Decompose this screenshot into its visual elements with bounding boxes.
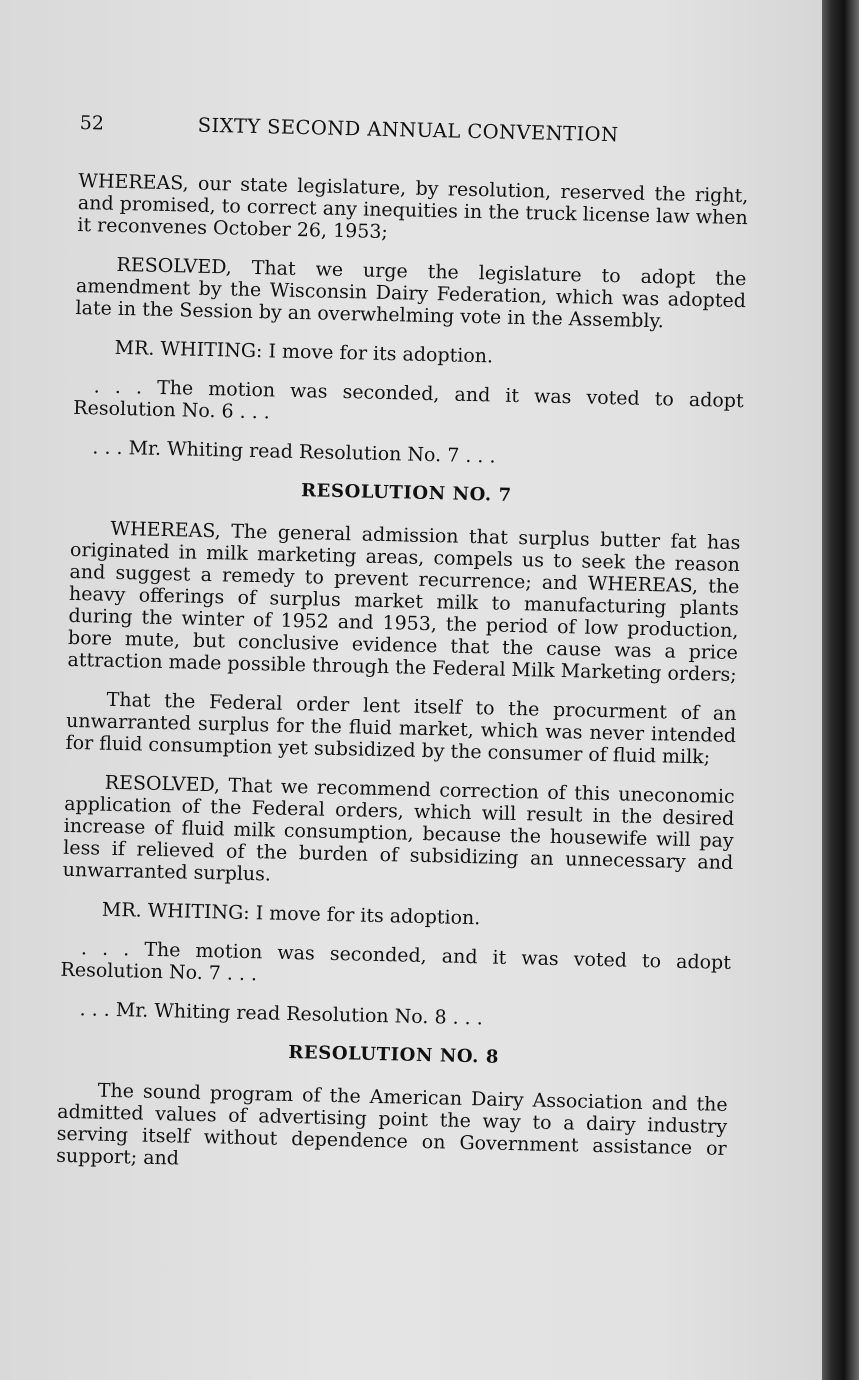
paragraph-resolved-correction: RESOLVED, That we recommend correction of this uneconomic application of the Federal orders, which will result in the desired increase of fluid milk consumption, because the housewife will pay less if relieved of the burden of subsidizing an unnecessary and unwarranted surplus. — [62, 771, 735, 886]
running-title: SIXTY SECOND ANNUAL CONVENTION — [197, 113, 619, 147]
paragraph-read-resolution-8: . . . Mr. Whiting read Resolution No. 8 . . . — [79, 998, 484, 1030]
paragraph-whereas-surplus: WHEREAS, The general admission that surplus butter fat has originated in milk marketing areas, compels us to seek the reason and suggest a remedy to prevent recurrence; and WHEREAS, the heavy offerings of surplus market milk to manufacturing plants during the winter of 1952 and 1953, the period of low production, bore mute, but conclusive evidence that the cause was a price attraction made possible through the Federal Milk Marketing orders; — [67, 517, 741, 687]
heading-resolution-7: RESOLUTION NO. 7 — [300, 480, 512, 506]
page-header — [80, 112, 750, 149]
page-content — [56, 112, 750, 1199]
paragraph-resolved-amendment: RESOLVED, That we urge the legislature to adopt the amendment by the Wisconsin Dairy Federation, which was adopted late in the Session by an overwhelming vote in the Assembly. — [75, 253, 747, 333]
paragraph-dairy-association: The sound program of the American Dairy Association and the admitted values of advertising point the way to a dairy industry serving itself without dependence on Government assistance or support; and — [56, 1079, 728, 1170]
paragraph-motion-adoption-2: MR. WHITING: I move for its adoption. — [101, 898, 481, 930]
paragraph-vote-resolution-6: . . . The motion was seconded, and it was voted to adopt Resolution No. 6 . . . — [73, 375, 744, 424]
paragraph-federal-order: That the Federal order lent itself to the procurment of an unwarranted surplus for the fluid market, which was never intended for fluid consumption yet subsidized by the consumer of fluid milk; — [65, 688, 737, 769]
paragraph-read-resolution-7: . . . Mr. Whiting read Resolution No. 7 . . . — [92, 436, 496, 468]
paragraph-motion-adoption: MR. WHITING: I move for its adoption. — [114, 336, 494, 368]
paragraph-whereas-legislature: WHEREAS, our state legislature, by resolution, reserved the right, and promised, to correct any inequities in the truck license law when it reconvenes October 26, 1953; — [77, 169, 749, 244]
page-number: 52 — [79, 112, 105, 135]
page-edge-shadow — [822, 0, 859, 1380]
heading-resolution-8: RESOLUTION NO. 8 — [288, 1041, 500, 1068]
paragraph-vote-resolution-7: . . . The motion was seconded, and it was voted to adopt Resolution No. 7 . . . — [60, 937, 732, 986]
